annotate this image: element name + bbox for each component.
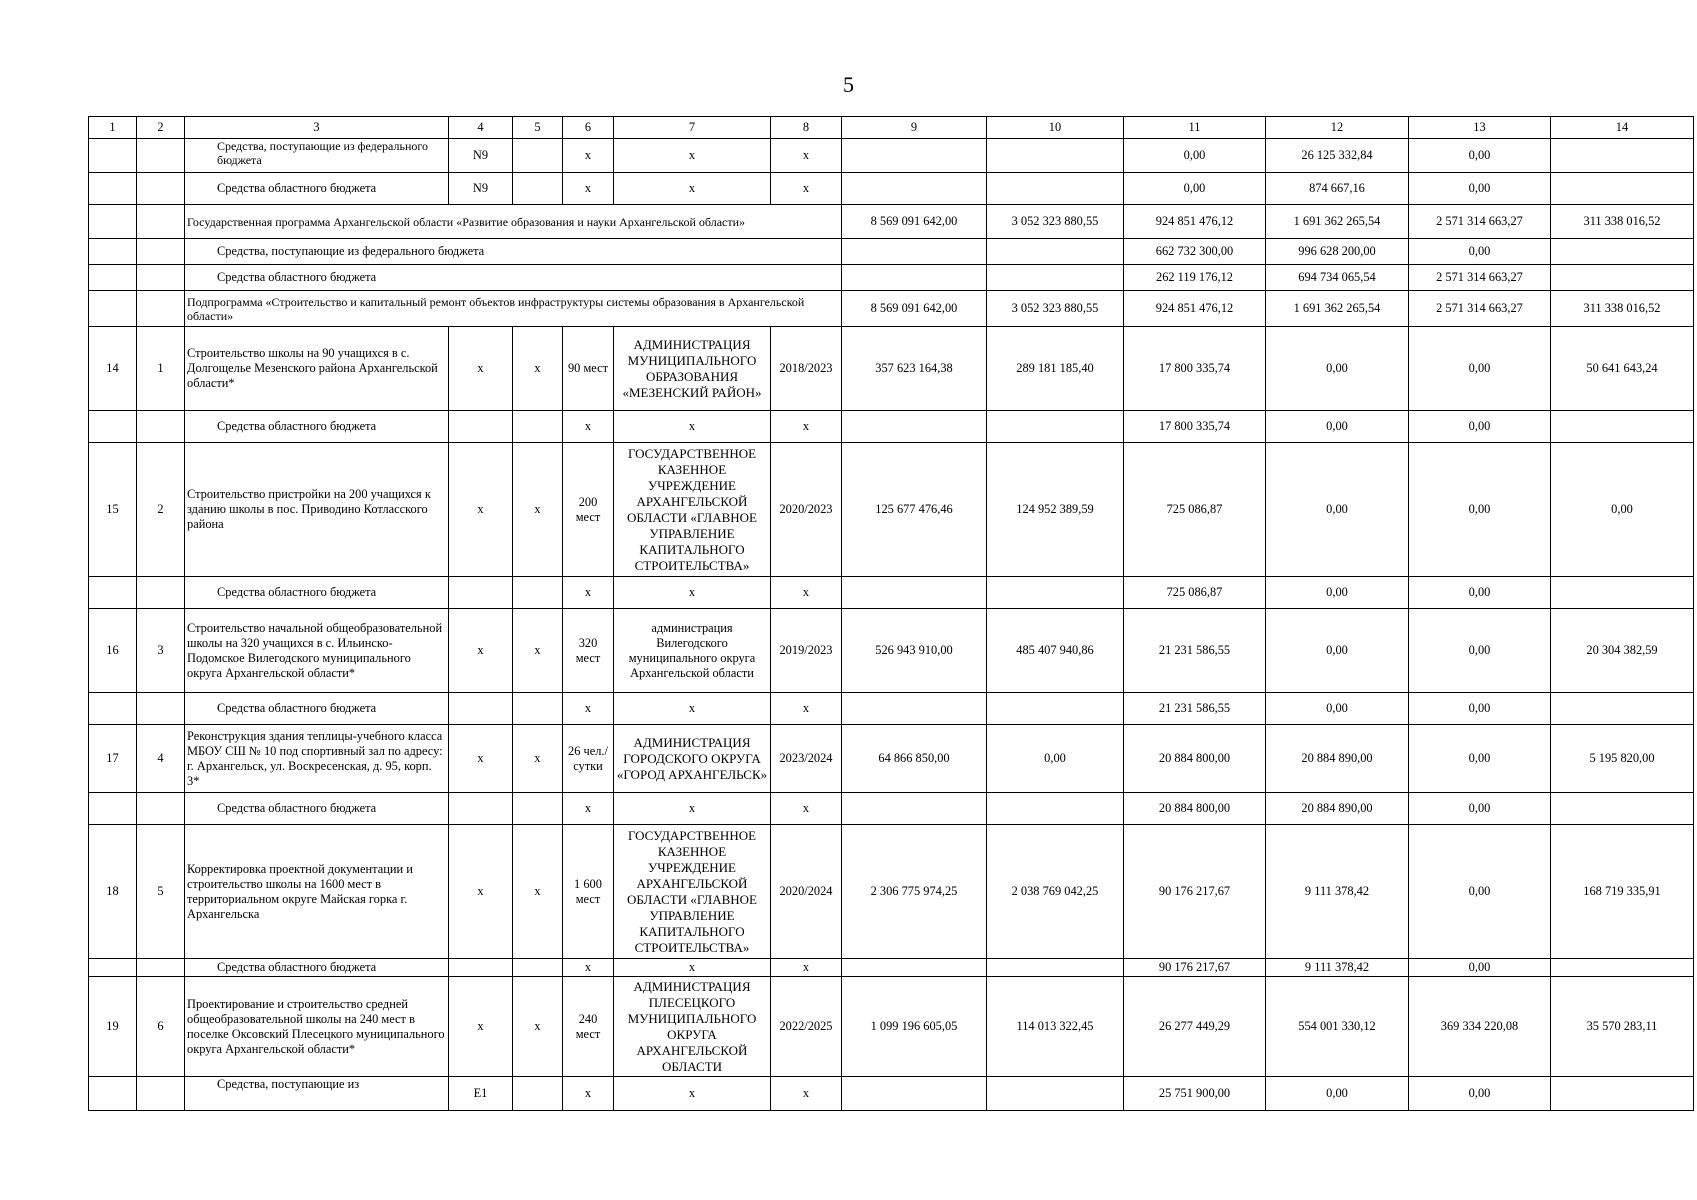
amount-cell: 64 866 850,00	[842, 725, 987, 793]
capacity-cell: 1 600 мест	[563, 825, 614, 959]
column-number: 2	[137, 117, 185, 139]
table-row	[89, 291, 1694, 327]
item-number: 1	[137, 327, 185, 411]
customer-cell: АДМИНИСТРАЦИЯ ПЛЕСЕЦКОГО МУНИЦИПАЛЬНОГО ОКРУГА АРХАНГЕЛЬСКОЙ ОБЛАСТИ	[614, 977, 771, 1077]
code-cell: x	[513, 609, 563, 693]
amount-cell: 124 952 389,59	[987, 443, 1124, 577]
capacity-cell: 90 мест	[563, 327, 614, 411]
code-cell: x	[449, 825, 513, 959]
row-number	[89, 793, 137, 825]
amount-cell: 168 719 335,91	[1551, 825, 1694, 959]
amount-cell	[987, 173, 1124, 205]
code-cell: E1	[449, 1077, 513, 1111]
capacity-cell: x	[563, 411, 614, 443]
funding-source: Средства, поступающие из федерального бюджета	[185, 239, 842, 265]
customer-cell: x	[614, 793, 771, 825]
table-row	[89, 173, 1694, 205]
table-row	[89, 139, 1694, 173]
period-cell: x	[771, 139, 842, 173]
code-cell	[513, 693, 563, 725]
amount-cell	[1551, 577, 1694, 609]
row-number	[89, 577, 137, 609]
row-number	[89, 239, 137, 265]
amount-cell: 0,00	[1409, 693, 1551, 725]
amount-cell: 114 013 322,45	[987, 977, 1124, 1077]
amount-cell	[842, 139, 987, 173]
amount-cell: 311 338 016,52	[1551, 205, 1694, 239]
table-row	[89, 725, 1694, 793]
amount-cell: 0,00	[1409, 139, 1551, 173]
amount-cell: 0,00	[1266, 443, 1409, 577]
amount-cell: 0,00	[1409, 959, 1551, 977]
amount-cell: 9 111 378,42	[1266, 959, 1409, 977]
code-cell	[449, 577, 513, 609]
period-cell: x	[771, 693, 842, 725]
amount-cell: 924 851 476,12	[1124, 205, 1266, 239]
amount-cell: 0,00	[1409, 1077, 1551, 1111]
table-row	[89, 443, 1694, 577]
item-number	[137, 239, 185, 265]
code-cell: x	[513, 443, 563, 577]
amount-cell	[987, 959, 1124, 977]
amount-cell: 0,00	[1409, 239, 1551, 265]
amount-cell: 996 628 200,00	[1266, 239, 1409, 265]
table-row	[89, 609, 1694, 693]
funding-source: Средства областного бюджета	[185, 693, 449, 725]
amount-cell: 3 052 323 880,55	[987, 205, 1124, 239]
amount-cell: 0,00	[1266, 693, 1409, 725]
amount-cell	[987, 577, 1124, 609]
amount-cell: 2 038 769 042,25	[987, 825, 1124, 959]
column-number: 12	[1266, 117, 1409, 139]
customer-cell: x	[614, 577, 771, 609]
amount-cell: 485 407 940,86	[987, 609, 1124, 693]
amount-cell: 9 111 378,42	[1266, 825, 1409, 959]
amount-cell	[842, 239, 987, 265]
funding-source: Средства областного бюджета	[185, 793, 449, 825]
object-name: Проектирование и строительство средней общеобразовательной школы на 240 мест в поселке Оксовский Плесецкого муниципального округа Архангельской области*	[185, 977, 449, 1077]
row-number: 16	[89, 609, 137, 693]
table-row	[89, 977, 1694, 1077]
amount-cell: 662 732 300,00	[1124, 239, 1266, 265]
period-cell: x	[771, 173, 842, 205]
amount-cell: 20 884 800,00	[1124, 793, 1266, 825]
capacity-cell: x	[563, 1077, 614, 1111]
period-cell: 2022/2025	[771, 977, 842, 1077]
row-number	[89, 291, 137, 327]
item-number	[137, 265, 185, 291]
column-number: 13	[1409, 117, 1551, 139]
amount-cell	[842, 265, 987, 291]
row-number: 15	[89, 443, 137, 577]
amount-cell: 369 334 220,08	[1409, 977, 1551, 1077]
code-cell	[513, 173, 563, 205]
column-number: 9	[842, 117, 987, 139]
amount-cell: 1 691 362 265,54	[1266, 205, 1409, 239]
item-number: 2	[137, 443, 185, 577]
amount-cell: 0,00	[1266, 609, 1409, 693]
amount-cell: 90 176 217,67	[1124, 959, 1266, 977]
capacity-cell: x	[563, 173, 614, 205]
amount-cell: 874 667,16	[1266, 173, 1409, 205]
code-cell: x	[513, 327, 563, 411]
code-cell	[449, 411, 513, 443]
table-row	[89, 793, 1694, 825]
row-number	[89, 265, 137, 291]
column-number: 4	[449, 117, 513, 139]
row-number: 18	[89, 825, 137, 959]
amount-cell: 289 181 185,40	[987, 327, 1124, 411]
capacity-cell: x	[563, 959, 614, 977]
period-cell: 2023/2024	[771, 725, 842, 793]
amount-cell	[1551, 173, 1694, 205]
amount-cell	[987, 139, 1124, 173]
row-number	[89, 959, 137, 977]
item-number	[137, 205, 185, 239]
capacity-cell: x	[563, 139, 614, 173]
code-cell	[513, 139, 563, 173]
amount-cell	[1551, 265, 1694, 291]
amount-cell: 0,00	[1266, 1077, 1409, 1111]
amount-cell: 26 125 332,84	[1266, 139, 1409, 173]
table-row	[89, 411, 1694, 443]
period-cell: x	[771, 793, 842, 825]
table-row	[89, 327, 1694, 411]
object-name: Строительство пристройки на 200 учащихся к зданию школы в пос. Приводино Котласского района	[185, 443, 449, 577]
column-number: 8	[771, 117, 842, 139]
amount-cell: 25 751 900,00	[1124, 1077, 1266, 1111]
amount-cell	[1551, 239, 1694, 265]
amount-cell	[1551, 793, 1694, 825]
period-cell: 2020/2024	[771, 825, 842, 959]
object-name: Строительство школы на 90 учащихся в с. Долгощелье Мезенского района Архангельской области*	[185, 327, 449, 411]
column-number-row	[89, 117, 1694, 139]
customer-cell: x	[614, 959, 771, 977]
capacity-cell: x	[563, 693, 614, 725]
amount-cell	[842, 693, 987, 725]
amount-cell: 21 231 586,55	[1124, 609, 1266, 693]
funding-source: Средства областного бюджета	[185, 173, 449, 205]
customer-cell: x	[614, 173, 771, 205]
amount-cell: 0,00	[1409, 327, 1551, 411]
amount-cell: 20 884 800,00	[1124, 725, 1266, 793]
code-cell: N9	[449, 139, 513, 173]
code-cell	[513, 959, 563, 977]
customer-cell: x	[614, 693, 771, 725]
amount-cell	[842, 793, 987, 825]
period-cell: x	[771, 959, 842, 977]
amount-cell	[842, 411, 987, 443]
customer-cell: АДМИНИСТРАЦИЯ ГОРОДСКОГО ОКРУГА «ГОРОД АРХАНГЕЛЬСК»	[614, 725, 771, 793]
customer-cell: x	[614, 1077, 771, 1111]
amount-cell	[987, 411, 1124, 443]
table-row	[89, 205, 1694, 239]
table-row	[89, 1077, 1694, 1111]
object-name: Реконструкция здания теплицы-учебного класса МБОУ СШ № 10 под спортивный зал по адресу: г. Архангельск, ул. Воскресенская, д. 95, корп. 3*	[185, 725, 449, 793]
column-number: 3	[185, 117, 449, 139]
amount-cell: 924 851 476,12	[1124, 291, 1266, 327]
amount-cell: 35 570 283,11	[1551, 977, 1694, 1077]
item-number	[137, 693, 185, 725]
customer-cell: x	[614, 411, 771, 443]
amount-cell: 311 338 016,52	[1551, 291, 1694, 327]
code-cell: x	[513, 825, 563, 959]
item-number	[137, 411, 185, 443]
amount-cell: 5 195 820,00	[1551, 725, 1694, 793]
amount-cell: 0,00	[987, 725, 1124, 793]
table-row	[89, 239, 1694, 265]
amount-cell: 0,00	[1409, 577, 1551, 609]
amount-cell	[842, 173, 987, 205]
column-number: 7	[614, 117, 771, 139]
row-number: 19	[89, 977, 137, 1077]
code-cell	[513, 577, 563, 609]
amount-cell	[1551, 693, 1694, 725]
table-row	[89, 693, 1694, 725]
item-number	[137, 959, 185, 977]
amount-cell: 0,00	[1551, 443, 1694, 577]
column-number: 14	[1551, 117, 1694, 139]
table-row	[89, 959, 1694, 977]
period-cell: x	[771, 411, 842, 443]
capacity-cell: 26 чел./сутки	[563, 725, 614, 793]
amount-cell: 0,00	[1266, 411, 1409, 443]
code-cell: x	[449, 977, 513, 1077]
row-number	[89, 173, 137, 205]
code-cell	[513, 793, 563, 825]
amount-cell: 8 569 091 642,00	[842, 291, 987, 327]
code-cell: x	[513, 725, 563, 793]
amount-cell: 0,00	[1409, 173, 1551, 205]
item-number	[137, 1077, 185, 1111]
amount-cell: 26 277 449,29	[1124, 977, 1266, 1077]
customer-cell: x	[614, 139, 771, 173]
object-name: Корректировка проектной документации и строительство школы на 1600 мест в территориальном округе Майская горка г. Архангельска	[185, 825, 449, 959]
code-cell	[449, 793, 513, 825]
amount-cell: 20 304 382,59	[1551, 609, 1694, 693]
column-number: 10	[987, 117, 1124, 139]
row-number	[89, 411, 137, 443]
period-cell: 2019/2023	[771, 609, 842, 693]
amount-cell: 0,00	[1124, 139, 1266, 173]
amount-cell: 0,00	[1124, 173, 1266, 205]
object-name: Строительство начальной общеобразовательной школы на 320 учащихся в с. Ильинско-Подомское Вилегодского муниципального округа Архангельской области*	[185, 609, 449, 693]
page-number: 5	[843, 72, 854, 97]
customer-cell: ГОСУДАРСТВЕННОЕ КАЗЕННОЕ УЧРЕЖДЕНИЕ АРХАНГЕЛЬСКОЙ ОБЛАСТИ «ГЛАВНОЕ УПРАВЛЕНИЕ КАПИТАЛЬНОГО СТРОИТЕЛЬСТВА»	[614, 825, 771, 959]
column-number: 5	[513, 117, 563, 139]
amount-cell: 526 943 910,00	[842, 609, 987, 693]
amount-cell: 17 800 335,74	[1124, 411, 1266, 443]
amount-cell: 2 306 775 974,25	[842, 825, 987, 959]
funding-source: Средства, поступающие из федерального бюджета	[185, 139, 449, 173]
code-cell: x	[513, 977, 563, 1077]
amount-cell: 0,00	[1266, 327, 1409, 411]
period-cell: 2020/2023	[771, 443, 842, 577]
subprogram-title: Подпрограмма «Строительство и капитальный ремонт объектов инфраструктуры системы образования в Архангельской области»	[185, 291, 842, 327]
code-cell	[449, 959, 513, 977]
amount-cell: 21 231 586,55	[1124, 693, 1266, 725]
code-cell	[513, 411, 563, 443]
code-cell: x	[449, 327, 513, 411]
amount-cell	[842, 959, 987, 977]
amount-cell: 0,00	[1409, 793, 1551, 825]
funding-source: Средства областного бюджета	[185, 411, 449, 443]
program-table	[88, 116, 1694, 1111]
amount-cell	[1551, 139, 1694, 173]
amount-cell: 17 800 335,74	[1124, 327, 1266, 411]
amount-cell: 0,00	[1409, 725, 1551, 793]
item-number	[137, 173, 185, 205]
table-row	[89, 825, 1694, 959]
capacity-cell: 240 мест	[563, 977, 614, 1077]
period-cell: 2018/2023	[771, 327, 842, 411]
amount-cell	[1551, 959, 1694, 977]
amount-cell	[987, 239, 1124, 265]
amount-cell: 262 119 176,12	[1124, 265, 1266, 291]
code-cell	[513, 1077, 563, 1111]
customer-cell: АДМИНИСТРАЦИЯ МУНИЦИПАЛЬНОГО ОБРАЗОВАНИЯ «МЕЗЕНСКИЙ РАЙОН»	[614, 327, 771, 411]
amount-cell: 50 641 643,24	[1551, 327, 1694, 411]
table-row	[89, 265, 1694, 291]
customer-cell: администрация Вилегодского муниципального округа Архангельской области	[614, 609, 771, 693]
amount-cell: 1 099 196 605,05	[842, 977, 987, 1077]
column-number: 1	[89, 117, 137, 139]
amount-cell	[842, 577, 987, 609]
amount-cell: 0,00	[1409, 411, 1551, 443]
funding-source: Средства областного бюджета	[185, 577, 449, 609]
customer-cell: ГОСУДАРСТВЕННОЕ КАЗЕННОЕ УЧРЕЖДЕНИЕ АРХАНГЕЛЬСКОЙ ОБЛАСТИ «ГЛАВНОЕ УПРАВЛЕНИЕ КАПИТАЛЬНОГО СТРОИТЕЛЬСТВА»	[614, 443, 771, 577]
amount-cell: 694 734 065,54	[1266, 265, 1409, 291]
amount-cell: 8 569 091 642,00	[842, 205, 987, 239]
row-number: 17	[89, 725, 137, 793]
amount-cell: 725 086,87	[1124, 443, 1266, 577]
row-number	[89, 693, 137, 725]
amount-cell: 2 571 314 663,27	[1409, 205, 1551, 239]
code-cell: x	[449, 725, 513, 793]
amount-cell	[842, 1077, 987, 1111]
amount-cell	[1551, 411, 1694, 443]
item-number	[137, 793, 185, 825]
item-number: 3	[137, 609, 185, 693]
item-number: 6	[137, 977, 185, 1077]
amount-cell: 0,00	[1266, 577, 1409, 609]
funding-source: Средства, поступающие из	[185, 1077, 449, 1111]
amount-cell: 2 571 314 663,27	[1409, 291, 1551, 327]
amount-cell: 2 571 314 663,27	[1409, 265, 1551, 291]
program-title: Государственная программа Архангельской области «Развитие образования и науки Архангельской области»	[185, 205, 842, 239]
row-number	[89, 205, 137, 239]
item-number: 4	[137, 725, 185, 793]
item-number: 5	[137, 825, 185, 959]
amount-cell: 0,00	[1409, 609, 1551, 693]
amount-cell	[987, 693, 1124, 725]
row-number	[89, 139, 137, 173]
amount-cell	[987, 1077, 1124, 1111]
amount-cell: 3 052 323 880,55	[987, 291, 1124, 327]
row-number: 14	[89, 327, 137, 411]
funding-source: Средства областного бюджета	[185, 265, 842, 291]
item-number	[137, 139, 185, 173]
code-cell: x	[449, 443, 513, 577]
amount-cell: 125 677 476,46	[842, 443, 987, 577]
amount-cell: 20 884 890,00	[1266, 793, 1409, 825]
item-number	[137, 577, 185, 609]
amount-cell: 20 884 890,00	[1266, 725, 1409, 793]
amount-cell: 554 001 330,12	[1266, 977, 1409, 1077]
table-row	[89, 577, 1694, 609]
column-number: 11	[1124, 117, 1266, 139]
code-cell	[449, 693, 513, 725]
code-cell: N9	[449, 173, 513, 205]
amount-cell: 0,00	[1409, 825, 1551, 959]
amount-cell: 90 176 217,67	[1124, 825, 1266, 959]
amount-cell: 1 691 362 265,54	[1266, 291, 1409, 327]
amount-cell	[987, 793, 1124, 825]
period-cell: x	[771, 577, 842, 609]
amount-cell	[1551, 1077, 1694, 1111]
amount-cell: 357 623 164,38	[842, 327, 987, 411]
amount-cell: 0,00	[1409, 443, 1551, 577]
amount-cell: 725 086,87	[1124, 577, 1266, 609]
period-cell: x	[771, 1077, 842, 1111]
amount-cell	[987, 265, 1124, 291]
funding-source: Средства областного бюджета	[185, 959, 449, 977]
capacity-cell: x	[563, 793, 614, 825]
row-number	[89, 1077, 137, 1111]
capacity-cell: 320 мест	[563, 609, 614, 693]
item-number	[137, 291, 185, 327]
code-cell: x	[449, 609, 513, 693]
column-number: 6	[563, 117, 614, 139]
capacity-cell: 200 мест	[563, 443, 614, 577]
capacity-cell: x	[563, 577, 614, 609]
